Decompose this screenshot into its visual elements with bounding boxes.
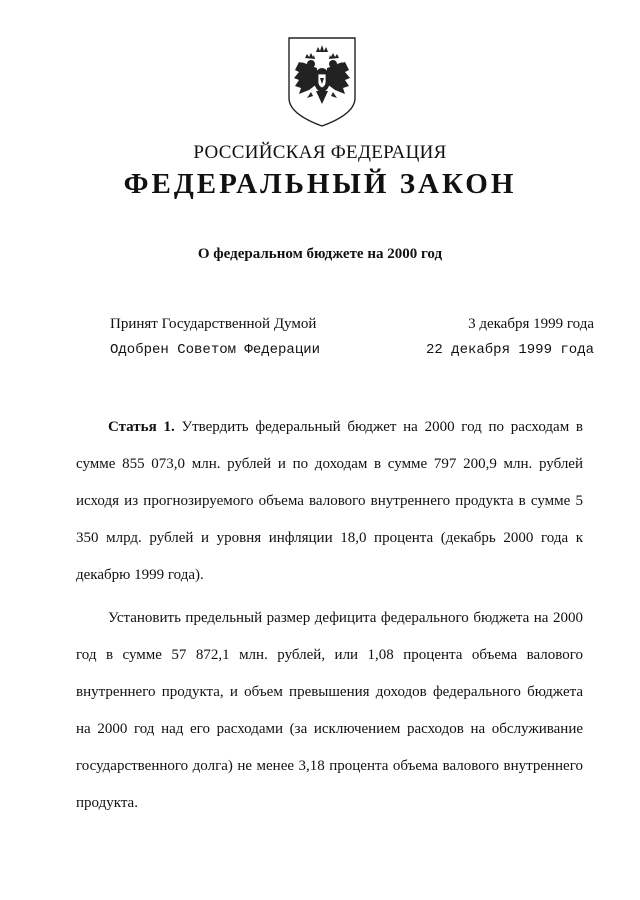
country-name: РОССИЙСКАЯ ФЕДЕРАЦИЯ [193, 142, 447, 163]
adoption-body: Одобрен Советом Федерации [110, 342, 321, 358]
document-type: ФЕДЕРАЛЬНЫЙ ЗАКОН [123, 168, 517, 200]
adoption-date: 22 декабря 1999 года [425, 342, 594, 358]
law-title: О федеральном бюджете на 2000 год [197, 246, 443, 262]
article-1-paragraph-2 [76, 600, 583, 822]
article-label: Статья 1. [108, 419, 175, 435]
adoption-date: 3 декабря 1999 года [468, 316, 594, 332]
double-headed-eagle-icon [287, 36, 357, 128]
article-1-paragraph-2-text: Установить предельный размер дефицита федерального бюджета на 2000 год в сумме 57 872,1 млн. рублей, или 1,08 процента объема валового внутреннего продукта, и объем превышения доходов федерального бюджета на 2000 год над его расходами (за исключением расходов на обслуживание государственного долга) не менее 3,18 процента объема валового внутреннего продукта. [76, 610, 583, 811]
adoption-body: Принят Государственной Думой [110, 316, 317, 332]
article-1-paragraph-1 [76, 409, 583, 594]
article-1-text: Утвердить федеральный бюджет на 2000 год по расходам в сумме 855 073,0 млн. рублей и по доходам в сумме 797 200,9 млн. рублей исходя из прогнозируемого объема валового внутреннего продукта в сумме 5 350 млрд. рублей и уровня инфляции 18,0 процента (декабрь 2000 года к декабрю 1999 года). [76, 419, 583, 583]
